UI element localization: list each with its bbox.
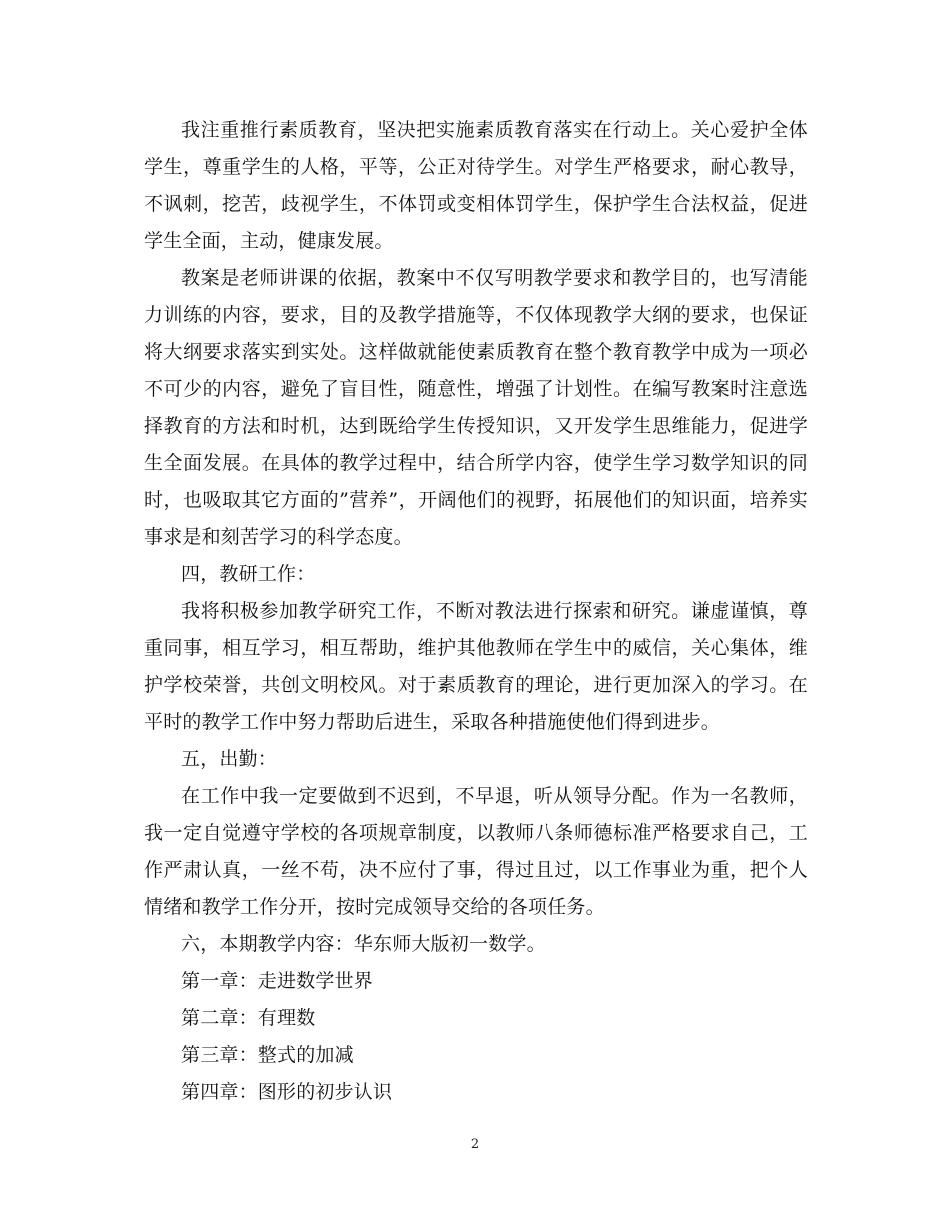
section-heading-attendance: 五，出勤： (181, 748, 278, 770)
section-heading-teaching-content: 六，本期教学内容：华东师大版初一数学。 (181, 933, 546, 955)
paragraph-lesson-plans: 教案是老师讲课的依据，教案中不仅写明教学要求和教学目的，也写清能力训练的内容，要求，目的及教学措施等，不仅体现教学大纲的要求，也保证将大纲要求落实到实处。这样做就能使素质教育在整个教育教学中成为一项必不可少的内容，避免了盲目性，随意性，增强了计划性。在编写教案时注意选择教育的方法和时机，达到既给学生传授知识，又开发学生思维能力，促进学生全面发展。在具体的教学过程中，结合所学内容，使学生学习数学知识的同时，也吸取其它方面的”营养”，开阔他们的视野，拓展他们的知识面，培养实事求是和刻苦学习的科学态度。 (144, 267, 808, 548)
chapter-item-4: 第四章：图形的初步认识 (181, 1081, 393, 1103)
paragraph-teaching-research: 我将积极参加教学研究工作，不断对教法进行探索和研究。谦虚谨慎，尊重同事，相互学习，相互帮助，维护其他教师在学生中的威信，关心集体，维护学校荣誉，共创文明校风。对于素质教育的理论，进行更加深入的学习。在平时的教学工作中努力帮助后进生，采取各种措施使他们得到进步。 (144, 600, 808, 733)
section-heading-teaching-research: 四，教研工作： (181, 563, 316, 585)
chapter-item-2: 第二章：有理数 (181, 1007, 316, 1029)
chapter-item-1: 第一章：走进数学世界 (181, 970, 374, 992)
chapter-item-3: 第三章：整式的加减 (181, 1044, 354, 1066)
paragraph-quality-education: 我注重推行素质教育，坚决把实施素质教育落实在行动上。关心爱护全体学生，尊重学生的人格，平等，公正对待学生。对学生严格要求，耐心教导，不讽刺，挖苦，歧视学生，不体罚或变相体罚学生，保护学生合法权益，促进学生全面，主动，健康发展。 (144, 119, 808, 252)
document-body (144, 112, 808, 1111)
paragraph-attendance: 在工作中我一定要做到不迟到，不早退，听从领导分配。作为一名教师，我一定自觉遵守学校的各项规章制度，以教师八条师德标准严格要求自己，工作严肃认真，一丝不苟，决不应付了事，得过且过，以工作事业为重，把个人情绪和教学工作分开，按时完成领导交给的各项任务。 (144, 785, 808, 918)
page-number: 2 (470, 1137, 480, 1152)
